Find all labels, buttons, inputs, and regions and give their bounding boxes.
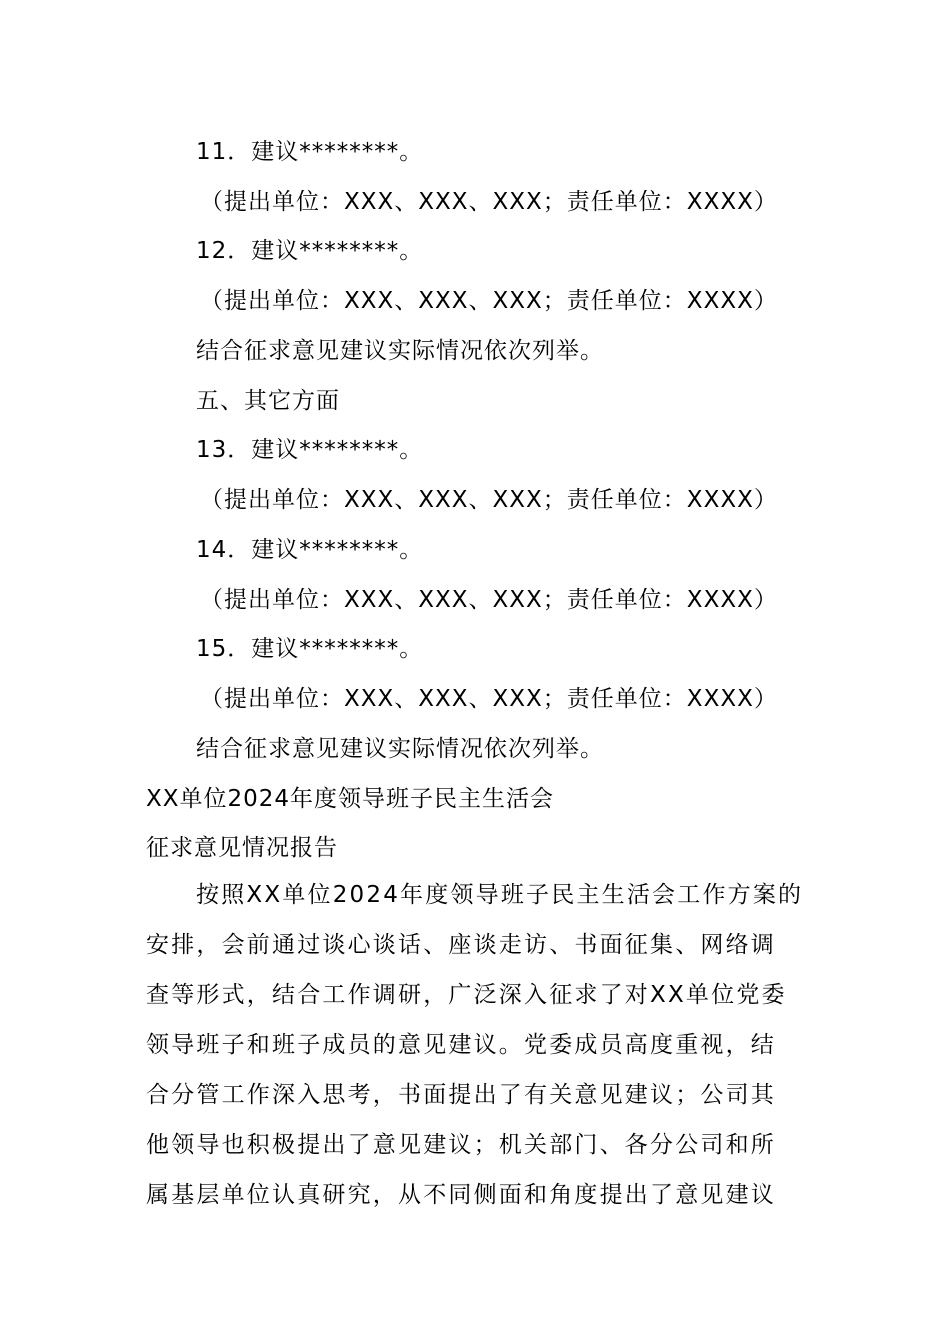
suggestion-12: 12．建议********。 bbox=[196, 238, 424, 264]
suggestion-13: 13．建议********。 bbox=[196, 437, 424, 463]
suggestion-14-units: （提出单位：XXX、XXX、XXX；责任单位：XXXX） bbox=[200, 587, 778, 613]
section-note: 结合征求意见建议实际情况依次列举。 bbox=[196, 736, 604, 762]
section-note: 结合征求意见建议实际情况依次列举。 bbox=[196, 338, 604, 364]
suggestion-15-units: （提出单位：XXX、XXX、XXX；责任单位：XXXX） bbox=[200, 686, 778, 712]
paragraph-line: 安排，会前通过谈心谈话、座谈走访、书面征集、网络调 bbox=[146, 932, 776, 958]
suggestion-13-units: （提出单位：XXX、XXX、XXX；责任单位：XXXX） bbox=[200, 487, 778, 513]
section-heading-five: 五、其它方面 bbox=[196, 388, 340, 414]
suggestion-12-units: （提出单位：XXX、XXX、XXX；责任单位：XXXX） bbox=[200, 288, 778, 314]
suggestion-14: 14．建议********。 bbox=[196, 537, 424, 563]
paragraph-line: 属基层单位认真研究，从不同侧面和角度提出了意见建议 bbox=[146, 1182, 776, 1208]
paragraph-line: 按照XX单位2024年度领导班子民主生活会工作方案的 bbox=[196, 882, 804, 908]
paragraph-line: 合分管工作深入思考，书面提出了有关意见建议；公司其 bbox=[146, 1082, 776, 1108]
suggestion-11-units: （提出单位：XXX、XXX、XXX；责任单位：XXXX） bbox=[200, 189, 778, 215]
paragraph-line: 查等形式，结合工作调研，广泛深入征求了对XX单位党委 bbox=[146, 982, 787, 1008]
report-title-line2: 征求意见情况报告 bbox=[146, 835, 338, 861]
suggestion-11: 11．建议********。 bbox=[196, 139, 424, 165]
paragraph-line: 领导班子和班子成员的意见建议。党委成员高度重视，结 bbox=[146, 1032, 776, 1058]
report-body-paragraph bbox=[146, 870, 806, 1220]
report-title-line1: XX单位2024年度领导班子民主生活会 bbox=[146, 786, 555, 812]
paragraph-line: 他领导也积极提出了意见建议；机关部门、各分公司和所 bbox=[146, 1132, 776, 1158]
suggestion-15: 15．建议********。 bbox=[196, 636, 424, 662]
